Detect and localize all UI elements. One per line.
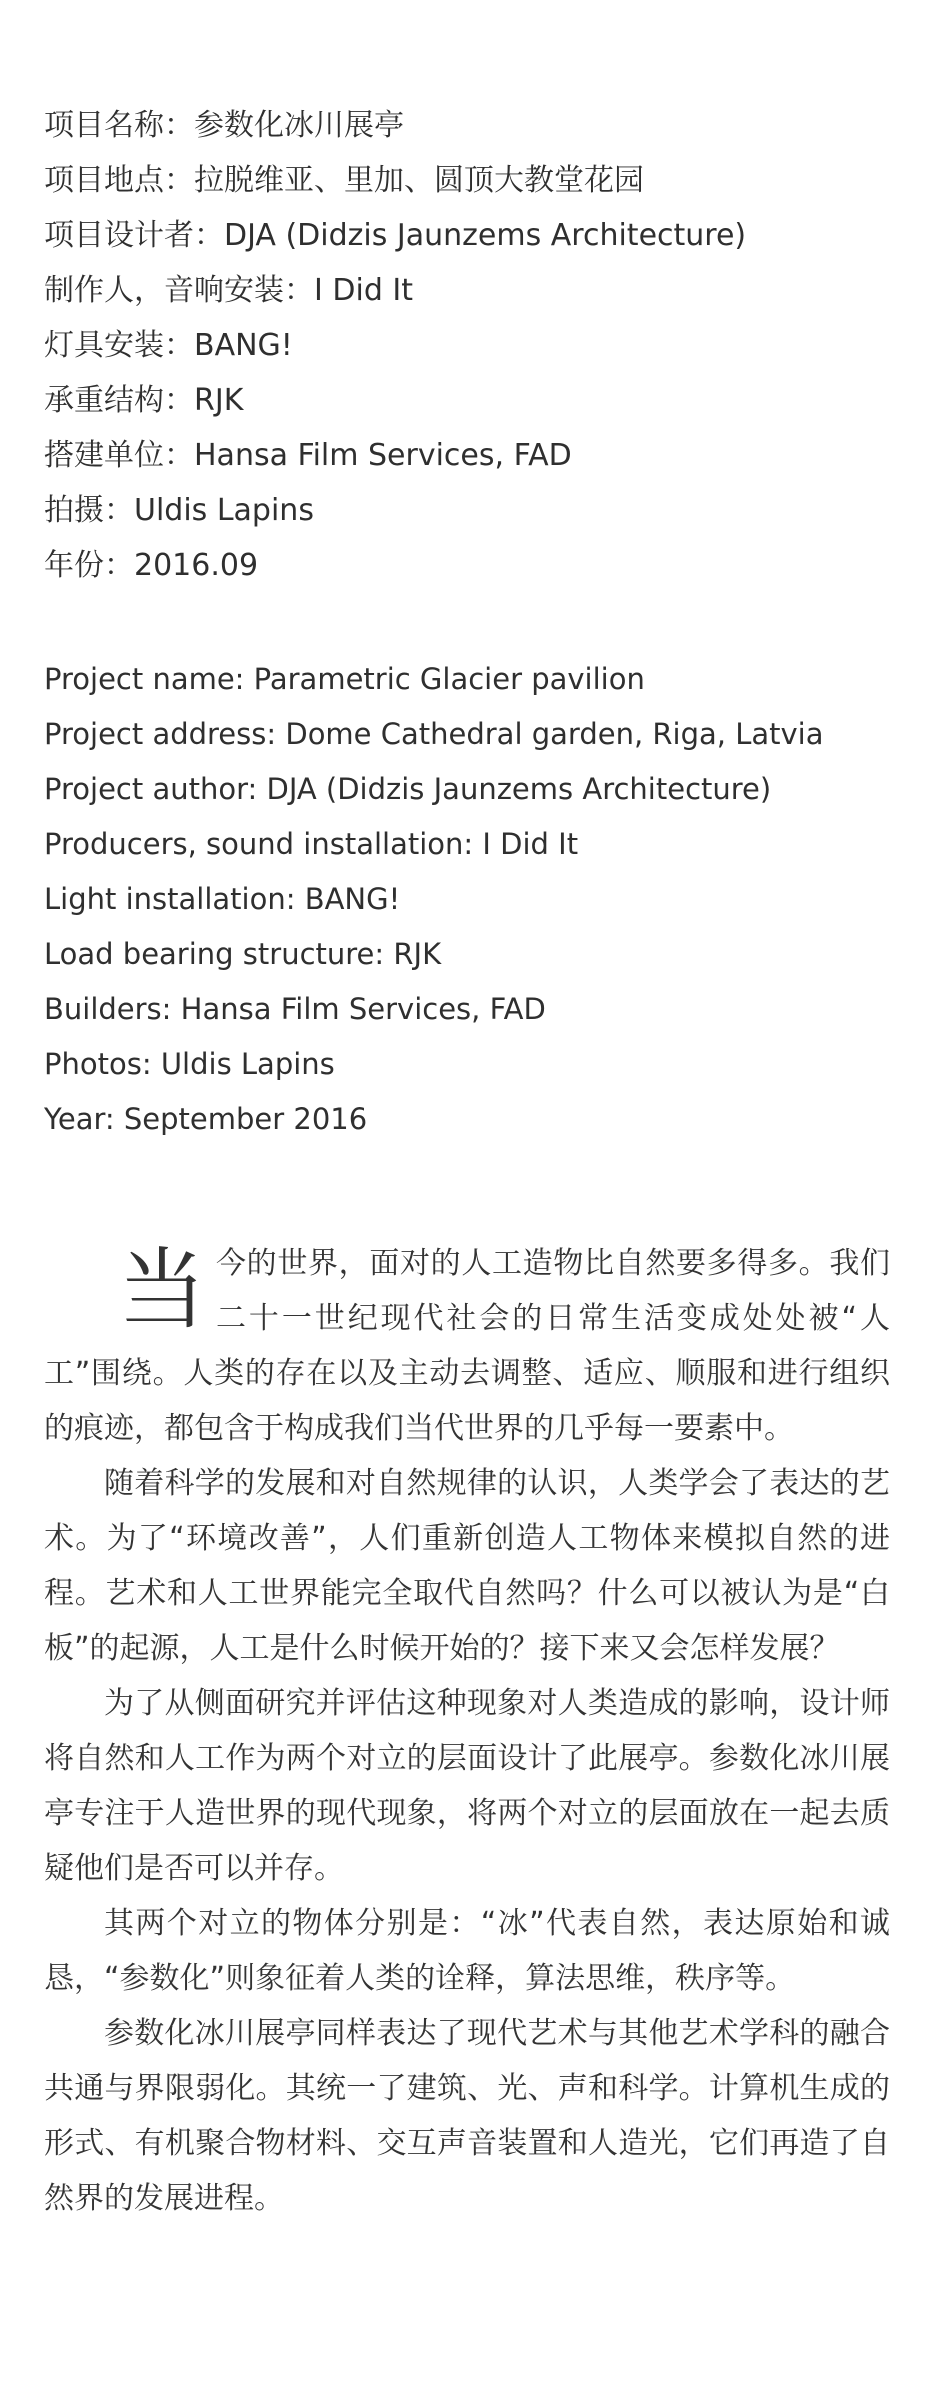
article-paragraph: 为了从侧面研究并评估这种现象对人类造成的影响，设计师将自然和人工作为两个对立的层面设计了此展亭。参数化冰川展亭专注于人造世界的现代现象，将两个对立的层面放在一起去质疑他们是否可以并存。 (44, 1686, 890, 1886)
credit-line-photos-en: Photos: Uldis Lapins (44, 1047, 335, 1081)
intro-paragraph-text: 今的世界，面对的人工造物比自然要多得多。我们二十一世纪现代社会的日常生活变成处处被“人工”围绕。人类的存在以及主动去调整、适应、顺服和进行组织的痕迹，都包含于构成我们当代世界的几乎每一要素中。 (44, 1246, 890, 1446)
credit-line-project-author-cn: 项目设计者：DJA (Didzis Jaunzems Architecture) (44, 218, 747, 253)
credit-line-project-name-en: Project name: Parametric Glacier pavilion (44, 662, 645, 696)
credit-line-load-bearing-en: Load bearing structure: RJK (44, 937, 442, 971)
drop-cap: 当 (118, 1238, 207, 1341)
credit-line-project-name-cn: 项目名称：参数化冰川展亭 (44, 108, 404, 143)
article-paragraph: 随着科学的发展和对自然规律的认识，人类学会了表达的艺术。为了“环境改善”，人们重新创造人工物体来模拟自然的进程。艺术和人工世界能完全取代自然吗？什么可以被认为是“白板”的起源，人工是什么时候开始的？接下来又会怎样发展？ (44, 1466, 890, 1666)
credit-line-project-address-en: Project address: Dome Cathedral garden, Riga, Latvia (44, 717, 824, 751)
credit-line-producers-cn: 制作人，音响安装：I Did It (44, 273, 414, 308)
credit-line-load-bearing-cn: 承重结构：RJK (44, 383, 244, 418)
credit-line-project-author-en: Project author: DJA (Didzis Jaunzems Architecture) (44, 772, 772, 806)
credit-line-builders-cn: 搭建单位：Hansa Film Services, FAD (44, 438, 572, 473)
credit-line-producers-en: Producers, sound installation: I Did It (44, 827, 579, 861)
project-credits-chinese (44, 98, 924, 593)
credit-line-builders-en: Builders: Hansa Film Services, FAD (44, 992, 546, 1026)
project-credits-english (44, 652, 924, 1147)
credit-line-year-en: Year: September 2016 (44, 1102, 368, 1136)
credit-line-light-installation-en: Light installation: BANG! (44, 882, 401, 916)
article-paragraph: 其两个对立的物体分别是：“冰”代表自然，表达原始和诚恳，“参数化”则象征着人类的诠释，算法思维，秩序等。 (44, 1906, 890, 1996)
credit-line-year-cn: 年份：2016.09 (44, 548, 259, 583)
credit-line-project-address-cn: 项目地点：拉脱维亚、里加、圆顶大教堂花园 (44, 163, 644, 198)
article-body (44, 1236, 890, 2226)
article-paragraph-intro (44, 1236, 890, 1456)
credit-line-light-installation-cn: 灯具安装：BANG! (44, 328, 293, 363)
article-paragraph: 参数化冰川展亭同样表达了现代艺术与其他艺术学科的融合共通与界限弱化。其统一了建筑、光、声和科学。计算机生成的形式、有机聚合物材料、交互声音装置和人造光，它们再造了自然界的发展进程。 (44, 2016, 890, 2216)
credit-line-photos-cn: 拍摄：Uldis Lapins (44, 493, 314, 528)
